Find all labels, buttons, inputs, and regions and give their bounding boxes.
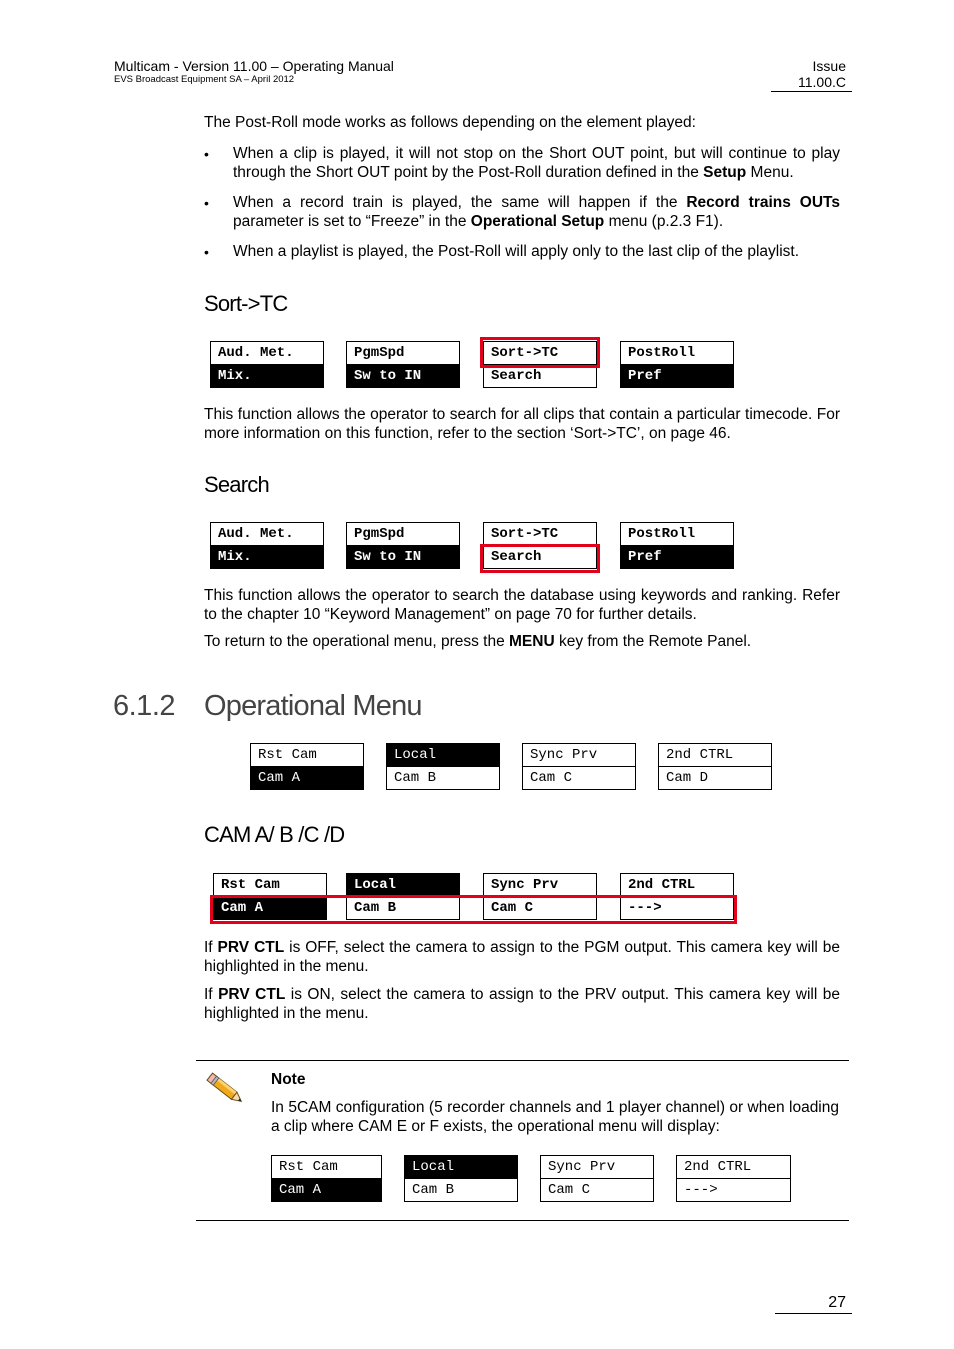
prv-ctl-on-paragraph: If PRV CTL is ON, select the camera to assign to the PRV output. This camera key will be highlighted in the menu. <box>204 986 840 1022</box>
key-top-label: Rst Cam <box>251 744 363 767</box>
key-top-label: Sync Prv <box>484 874 596 897</box>
sort-tc-description: This function allows the operator to search for all clips that contain a particular timecode. For more information on this function, refer to the section ‘Sort->TC’, on page 46. <box>204 406 840 442</box>
search-description: This function allows the operator to search the database using keywords and ranking. Refer to the chapter 10 “Keyword Management” on page 70 for further details. <box>204 587 840 623</box>
key-top-label: 2nd CTRL <box>659 744 771 767</box>
key-top-label: PostRoll <box>621 342 733 365</box>
key-top-label: Local <box>387 744 499 767</box>
bullet-item-3: When a playlist is played, the Post-Roll will apply only to the last clip of the playlist. <box>233 243 800 260</box>
bullet-marker: • <box>204 244 209 260</box>
key-aud-met <box>210 341 324 388</box>
key-top-label: Rst Cam <box>272 1156 381 1179</box>
header-issue-value: 11.00.C <box>798 74 846 90</box>
highlight-box-sort-tc <box>480 337 600 368</box>
cam-heading: CAM A/ B /C /D <box>204 822 345 847</box>
footer-rule <box>775 1313 852 1314</box>
sort-tc-heading: Sort->TC <box>204 291 288 316</box>
section-title: Operational Menu <box>204 690 422 722</box>
key-bottom-label: Cam A <box>272 1179 381 1202</box>
key-top-label: Aud. Met. <box>211 523 323 546</box>
key-2nd-ctrl <box>658 743 772 790</box>
key-bottom-label: Pref <box>621 365 733 388</box>
key-bottom-label: ---> <box>628 900 662 916</box>
key-bottom-label: Cam B <box>394 770 437 786</box>
key-bottom-label: Cam C <box>491 900 534 916</box>
note-title: Note <box>271 1071 306 1088</box>
key-top-label: Local <box>347 874 459 897</box>
key-bottom-label: Cam B <box>412 1182 455 1198</box>
highlight-box-search <box>480 544 600 573</box>
key-bottom-label: Mix. <box>211 546 323 569</box>
key-rst-cam <box>250 743 364 790</box>
key-top-label: Aud. Met. <box>211 342 323 365</box>
key-top-label: Sync Prv <box>541 1156 653 1179</box>
header-issue-label: Issue <box>812 58 846 74</box>
key-bottom-label: Cam C <box>548 1182 591 1198</box>
key-local <box>386 743 500 790</box>
key-sync-prv <box>540 1155 654 1202</box>
intro-paragraph: The Post-Roll mode works as follows depending on the element played: <box>204 114 696 131</box>
key-postroll <box>620 341 734 388</box>
bullet-marker: • <box>204 195 209 211</box>
key-bottom-label: Mix. <box>211 365 323 388</box>
key-local <box>404 1155 518 1202</box>
key-bottom-label: Sw to IN <box>347 365 459 388</box>
key-postroll <box>620 522 734 569</box>
pencil-icon <box>204 1070 248 1110</box>
key-bottom-label: Search <box>491 549 542 565</box>
key-top-label: 2nd CTRL <box>677 1156 790 1179</box>
key-bottom-label: Cam A <box>214 897 326 920</box>
header-rule <box>771 91 852 92</box>
key-2nd-ctrl <box>676 1155 791 1202</box>
header-title: Multicam - Version 11.00 – Operating Manual <box>114 58 394 74</box>
header-subtitle: EVS Broadcast Equipment SA – April 2012 <box>114 74 295 85</box>
key-top-label: Sort->TC <box>484 342 596 365</box>
key-bottom-label: Cam D <box>666 770 709 786</box>
search-heading: Search <box>204 472 269 497</box>
key-bottom-label: Search <box>491 368 542 384</box>
note-text: In 5CAM configuration (5 recorder channels and 1 player channel) or when loading a clip where CAM E or F exists, the operational menu will display: <box>271 1099 839 1135</box>
bullet-item-1: When a clip is played, it will not stop on the Short OUT point, but will continue to play through the Short OUT point by the Post-Roll duration defined in the Setup Menu. <box>233 145 840 181</box>
key-bottom-label: Cam B <box>354 900 397 916</box>
note-top-rule <box>196 1060 849 1061</box>
key-bottom-label: ---> <box>684 1182 718 1198</box>
key-top-label: Sort->TC <box>484 523 596 546</box>
key-bottom-label: Pref <box>621 546 733 569</box>
key-rst-cam <box>271 1155 382 1202</box>
bullet-item-2: When a record train is played, the same will happen if the Record trains OUTs parameter is set to “Freeze” in the Operational Setup menu (p.2.3 F1). <box>233 194 840 230</box>
highlight-box-cam-row <box>210 895 737 924</box>
key-sync-prv <box>522 743 636 790</box>
key-pgmspd <box>346 522 460 569</box>
key-aud-met <box>210 522 324 569</box>
key-top-label: PgmSpd <box>347 342 459 365</box>
key-pgmspd <box>346 341 460 388</box>
key-top-label: Local <box>405 1156 517 1179</box>
key-top-label: PostRoll <box>621 523 733 546</box>
key-top-label: Sync Prv <box>523 744 635 767</box>
key-bottom-label: Cam C <box>530 770 573 786</box>
key-top-label: Rst Cam <box>214 874 326 897</box>
key-top-label: 2nd CTRL <box>621 874 733 897</box>
note-bottom-rule <box>196 1220 849 1221</box>
section-number: 6.1.2 <box>113 690 175 722</box>
page-number: 27 <box>828 1294 846 1311</box>
prv-ctl-off-paragraph: If PRV CTL is OFF, select the camera to assign to the PGM output. This camera key will be highlighted in the menu. <box>204 939 841 975</box>
menu-return-paragraph: To return to the operational menu, press the MENU key from the Remote Panel. <box>204 633 752 650</box>
key-bottom-label: Sw to IN <box>347 546 459 569</box>
key-bottom-label: Cam A <box>251 767 363 790</box>
bullet-marker: • <box>204 146 209 162</box>
key-top-label: PgmSpd <box>347 523 459 546</box>
